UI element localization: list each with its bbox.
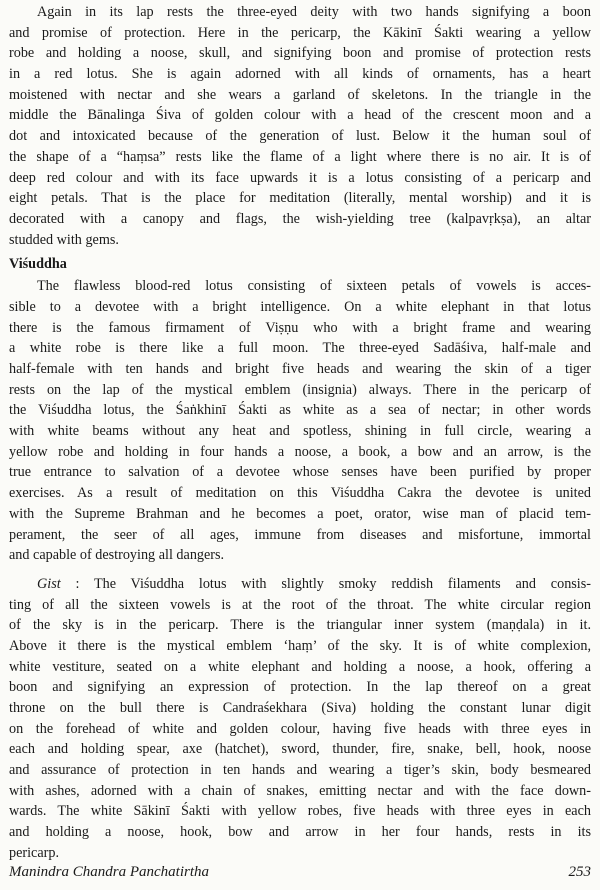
text-line: and capable of destroying all dangers. (9, 547, 225, 564)
text-line: of the sky is in the pericarp. There is the triangular inner system (maṇḍala) in it. (9, 617, 591, 634)
text-line: a white robe is there like a full moon. The three-eyed Sadāśiva, half-male and (9, 340, 591, 357)
text-line: there is the famous firmament of Viṣṇu who with a bright frame and wearing (9, 319, 591, 336)
text-line: each and holding spear, axe (hatchet), sword, thunder, fire, snake, bell, hook, noose (9, 741, 591, 758)
text-line: with white beams without any heat and spotless, shining in full circle, wearing a (9, 423, 591, 440)
text-line: rests on the lap of the mystical emblem (insignia) always. There in the pericarp of (9, 381, 591, 398)
section-heading: Viśuddha (9, 256, 67, 273)
text-line: middle the Bānalinga Śiva of golden colour with a head of the crescent moon and a (9, 107, 591, 124)
text-line: yellow robe and holding in four hands a noose, a book, a bow and an arrow, is the (9, 443, 591, 460)
gist-first-line: : The Viśuddha lotus with slightly smoky reddish filaments and consis- (60, 575, 591, 592)
text-line: with ashes, adorned with a chain of snakes, emitting nectar and with the face down- (9, 782, 591, 799)
text-line: studded with gems. (9, 231, 119, 248)
text-line: sible to a devotee with a bright intelligence. On a white elephant in that lotus (9, 298, 591, 315)
footer-author: Manindra Chandra Panchatirtha (9, 864, 210, 880)
paragraph-1 (9, 2, 591, 250)
text-line: the Viśuddha lotus, the Śaṅkhinī Śakti as white as a sea of nectar; in other words (9, 402, 591, 419)
text-line: in a red lotus. She is again adorned with all kinds of ornaments, has a heart (9, 66, 591, 83)
text-line: true entrance to salvation of a devotee whose senses have been purified by proper (9, 464, 591, 481)
page-footer (9, 864, 591, 881)
text-line: white vestiture, seated on a white elephant and holding a noose, a hook, offering a (9, 658, 591, 675)
text-line: The flawless blood-red lotus consisting of sixteen petals of vowels is acces- (37, 278, 591, 295)
text-line: half-female with ten hands and bright five heads and wearing the skin of a tiger (9, 361, 591, 377)
text-line: wards. The white Sākinī Śakti with yellow robes, five heads with three eyes in each (9, 803, 591, 820)
text-line: eight petals. That is the place for meditation (literally, mental worship) and it is (9, 190, 591, 207)
text-line: pericarp. (9, 844, 60, 861)
text-line: the shape of a “haṃsa” rests like the flame of a light where there is no air. It is of (9, 148, 591, 165)
text-line: moistened with nectar and she wears a garland of skeletons. In the triangle in the (9, 86, 591, 103)
text-line: boon and signifying an expression of protection. In the lap thereof on a great (9, 679, 591, 696)
text-line: decorated with a canopy and flags, the wish-yielding tree (kalpavṛkṣa), an altar (9, 210, 591, 227)
text-line: with the Supreme Brahman and he becomes a poet, orator, wise man of placid tem- (9, 505, 591, 522)
text-line: exercises. As a result of meditation on this Viśuddha Cakra the devotee is united (9, 485, 591, 502)
text-line: and holding a noose, hook, bow and arrow in her four hands, rests in its (9, 824, 591, 841)
page-number: 253 (568, 864, 591, 880)
text-line (9, 574, 591, 595)
paragraph-gist (9, 574, 591, 864)
text-line: dot and intoxicated because of the generation of lust. Below it the human soul of (9, 128, 591, 145)
text-line: throne on the bull there is Candraśekhara (Siva) holding the constant lunar digit (9, 700, 591, 716)
text-line: deep red colour and with its face upwards it is a lotus consisting of a pericarp and (9, 169, 591, 186)
text-line: Again in its lap rests the three-eyed deity with two hands signifying a boon (37, 4, 591, 20)
text-line: Above it there is the mystical emblem ‘haṃ’ of the sky. It is of white complexion, (9, 637, 591, 654)
text-line: ting of all the sixteen vowels is at the root of the throat. The white circular region (9, 596, 591, 613)
text-line: and assurance of protection in ten hands and wearing a tiger’s skin, body besmeared (9, 762, 591, 779)
gist-label: Gist (37, 575, 61, 592)
text-line: robe and holding a noose, skull, and signifying boon and promise of protection rests (9, 45, 591, 62)
paragraph-2 (9, 276, 591, 566)
text-line: perament, the seer of all ages, immune from diseases and misfortune, immortal (9, 526, 591, 543)
text-line: and promise of protection. Here in the pericarp, the Kākinī Śakti wearing a yellow (9, 24, 591, 41)
text-line: on the forehead of white and golden colour, having five heads with three eyes in (9, 720, 591, 737)
